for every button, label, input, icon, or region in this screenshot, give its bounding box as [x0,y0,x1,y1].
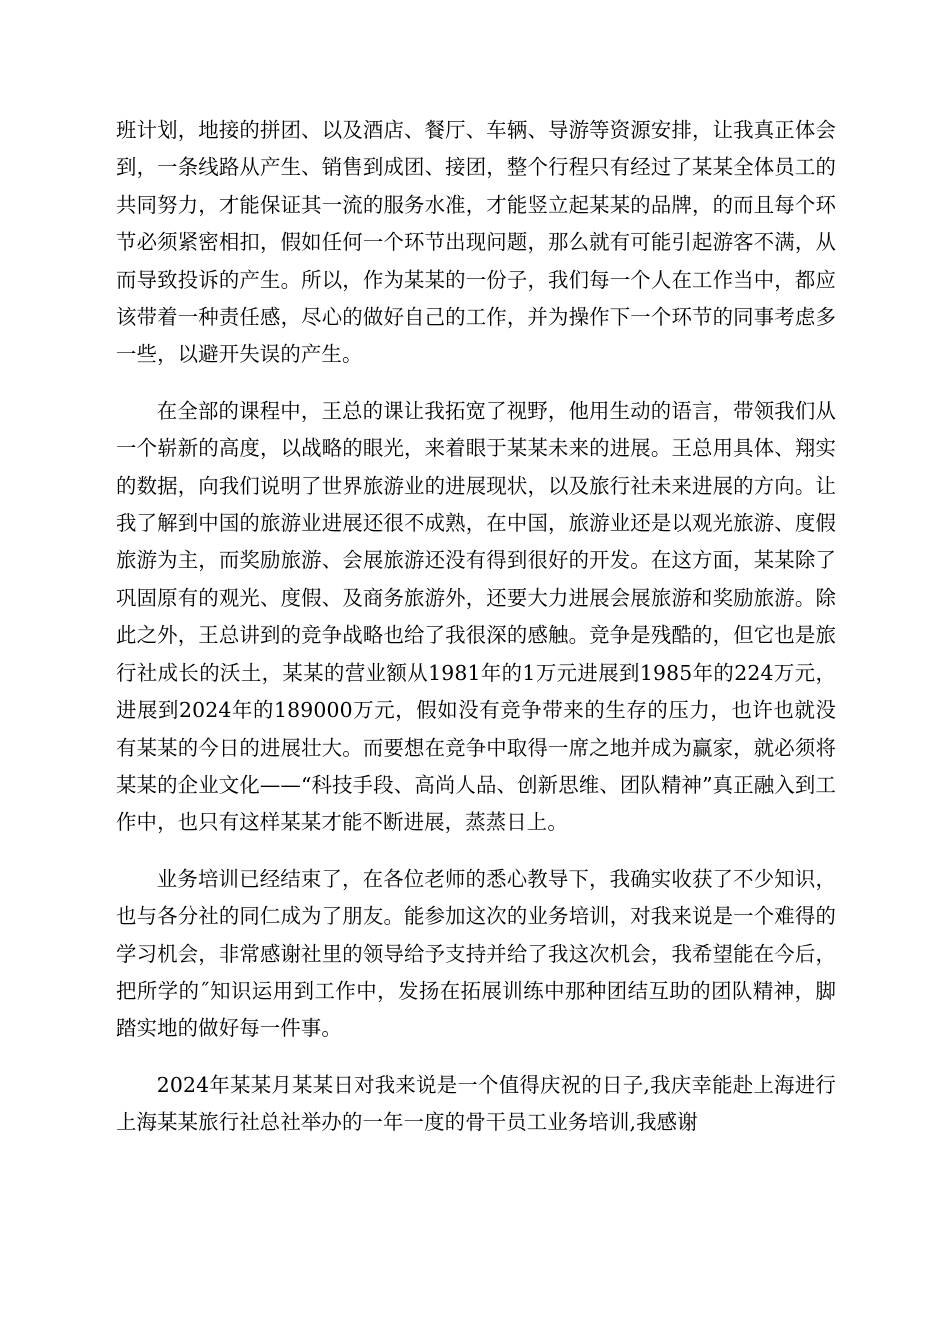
document-page [116,112,836,1142]
paragraph-training-summary: 业务培训已经结束了，在各位老师的悉心教导下，我确实收获了不少知识，也与各分社的同仁成为了朋友。能参加这次的业务培训，对我来说是一个难得的学习机会，非常感谢社里的领导给予支持并给了我这次机会，我希望能在今后，把所学的˝知识运用到工作中，发扬在拓展训练中那种团结互助的团队精神，脚踏实地的做好每一件事。 [116,866,836,1041]
paragraph-continuation: 班计划，地接的拼团、以及酒店、餐厅、车辆、导游等资源安排，让我真正体会到，一条线路从产生、销售到成团、接团，整个行程只有经过了某某全体员工的共同努力，才能保证其一流的服务水准，才能竖立起某某的品牌，的而且每个环节必须紧密相扣，假如任何一个环节出现问题，那么就有可能引起游客不满，从而导致投诉的产生。所以，作为某某的一份子，我们每一个人在工作当中，都应该带着一种责任感，尽心的做好自己的工作，并为操作下一个环节的同事考虑多一些，以避开失误的产生。 [116,118,836,367]
paragraph-course-review: 在全部的课程中，王总的课让我拓宽了视野，他用生动的语言，带领我们从一个崭新的高度，以战略的眼光，来着眼于某某未来的进展。王总用具体、翔实的数据，向我们说明了世界旅游业的进展现状，以及旅行社未来进展的方向。让我了解到中国的旅游业进展还很不成熟，在中国，旅游业还是以观光旅游、度假旅游为主，而奖励旅游、会展旅游还没有得到很好的开发。在这方面，某某除了巩固原有的观光、度假、及商务旅游外，还要大力进展会展旅游和奖励旅游。除此之外，王总讲到的竞争战略也给了我很深的感触。竞争是残酷的，但它也是旅行社成长的沃土，某某的营业额从1981年的1万元进展到1985年的224万元，进展到2024年的189000万元，假如没有竞争带来的生存的压力，也许也就没有某某的今日的进展壮大。而要想在竞争中取得一席之地并成为赢家，就必须将某某的企业文化——“科技手段、高尚人品、创新思维、团队精神”真正融入到工作中，也只有这样某某才能不断进展，蒸蒸日上。 [116,398,836,835]
paragraph-training-intro: 2024年某某月某某日对我来说是一个值得庆祝的日子,我庆幸能赴上海进行上海某某旅行社总社举办的一年一度的骨干员工业务培训,我感谢 [116,1072,836,1135]
